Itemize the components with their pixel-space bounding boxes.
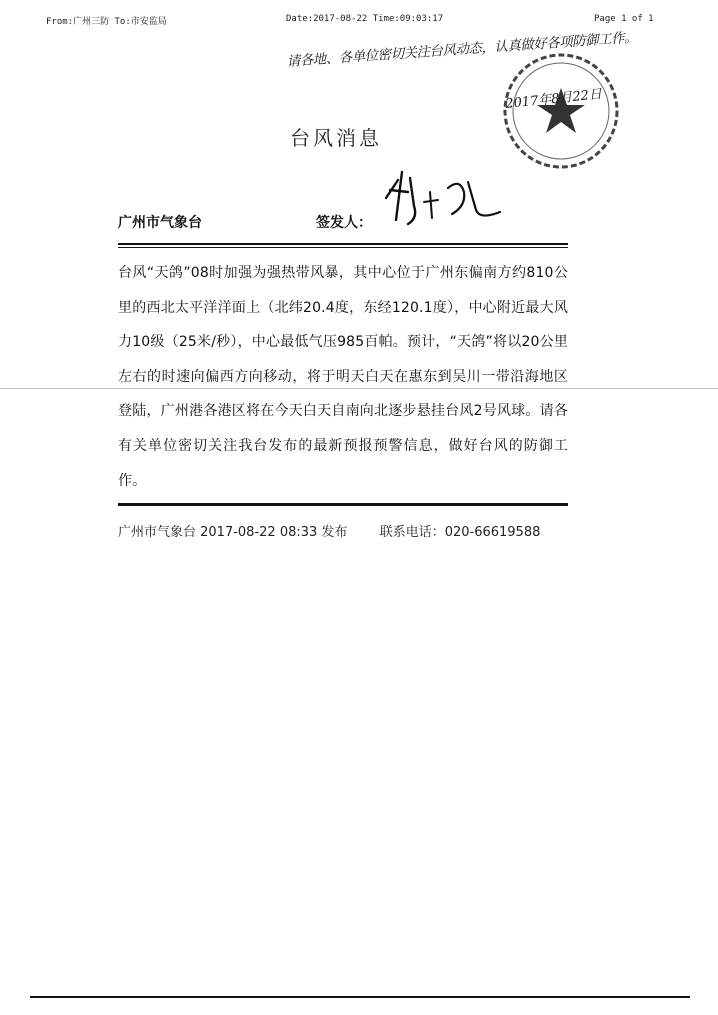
official-seal — [500, 50, 622, 172]
footer-publish: 广州市气象台 2017-08-22 08:33 发布 — [118, 525, 348, 540]
document-title: 台风消息 — [290, 126, 382, 150]
fax-page-number: Page 1 of 1 — [594, 14, 654, 24]
page-bottom-rule — [30, 996, 690, 998]
body-paragraph: 台风“天鸽”08时加强为强热带风暴，其中心位于广州东偏南方约810公里的西北太平洋洋面上（北纬20.4度，东经120.1度），中心附近最大风力10级（25米/秒），中心最低气压985百帕。预计，“天鸽”将以20公里左右的时速向偏西方向移动，将于明天白天在惠东到吴川一带沿海地区登陆，广州港各港区将在今天白天自南向北逐步悬挂台风2号风球。请各有关单位密切关注我台发布的最新预报预警信息，做好台风的防御工作。 — [118, 265, 568, 489]
header-divider-thin — [118, 247, 568, 248]
handwritten-annotation-date: 2017年8月22日 — [504, 86, 603, 113]
footer-divider — [118, 503, 568, 506]
header-divider — [118, 243, 568, 245]
issuer-row — [118, 212, 568, 236]
fax-header — [0, 14, 718, 28]
footer-phone: 联系电话：020-66619588 — [379, 525, 541, 540]
footer-line — [118, 521, 578, 540]
fax-date: Date:2017-08-22 Time:09:03:17 — [286, 14, 444, 24]
fax-from: From:广州三防 To:市安监局 — [46, 17, 167, 27]
handwritten-annotation: 请各地、各单位密切关注台风动态，认真做好各项防御工作。 — [286, 29, 638, 70]
issuer-name: 广州市气象台 — [118, 215, 202, 231]
signer-label: 签发人： — [316, 215, 372, 231]
fold-line — [0, 388, 718, 389]
